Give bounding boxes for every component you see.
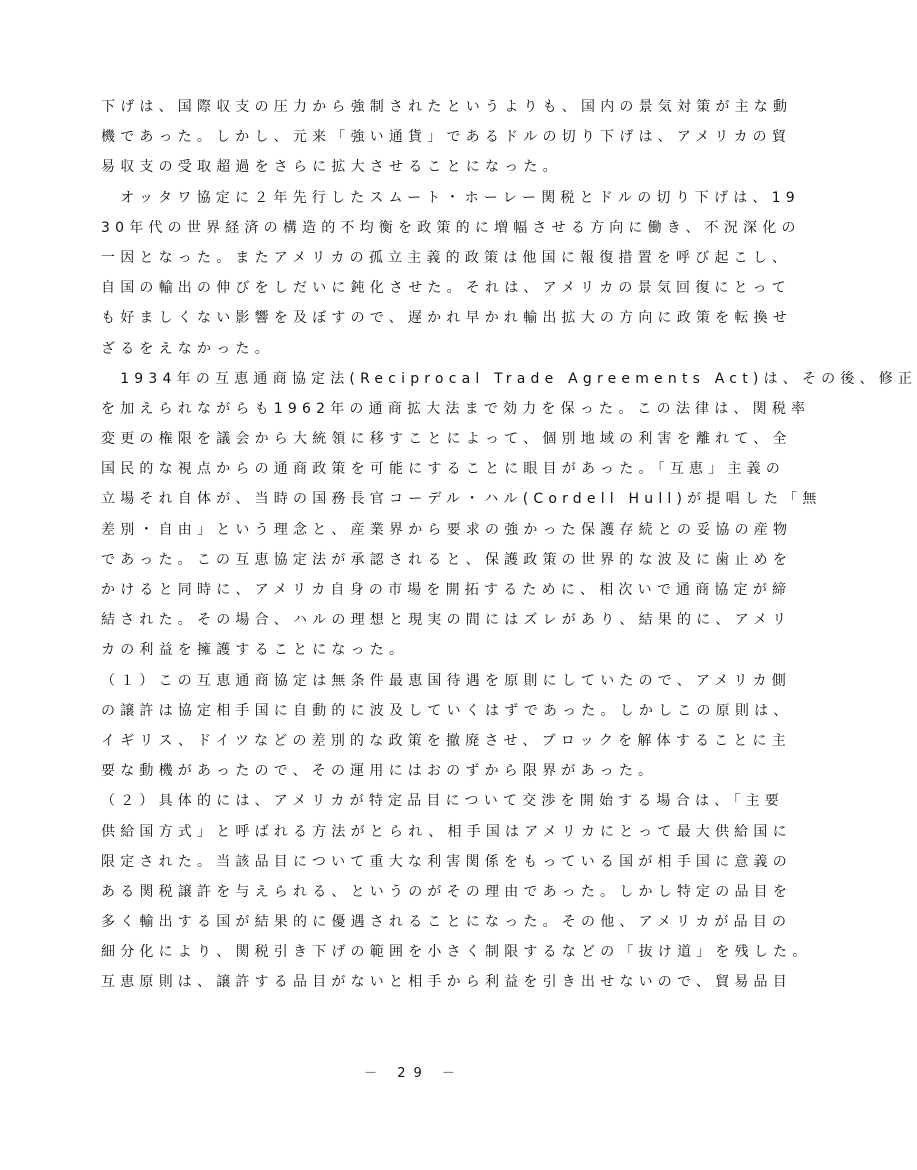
text-line: 自国の輸出の伸びをしだいに鈍化させた。それは、アメリカの景気回復にとって — [101, 280, 791, 297]
text-line: かけると同時に、アメリカ自身の市場を開拓するために、相次いで通商協定が締 — [101, 582, 792, 598]
text-line: （２）具体的には、アメリカが特定品目について交渉を開始する場合は、「主要 — [101, 793, 784, 810]
text-line: であった。この互恵協定法が承認されると、保護政策の世界的な波及に歯止めを — [101, 551, 793, 568]
text-line: オッタワ協定に２年先行したスムート・ホーレー関税とドルの切り下げは、19 — [101, 189, 800, 206]
text-line: ざるをえなかった。 — [101, 340, 274, 357]
text-line: 結された。その場合、ハルの理想と現実の間にはズレがあり、結果的に、アメリ — [101, 612, 792, 629]
text-line: 機であった。しかし、元来「強い通貨」であるドルの切り下げは、アメリカの貿 — [101, 129, 792, 146]
text-line: 要な動機があったので、その運用にはおのずから限界があった。 — [101, 763, 658, 780]
text-line: カの利益を擁護することになった。 — [101, 642, 409, 659]
text-line: 一因となった。またアメリカの孤立主義的政策は他国に報復措置を呼び起こし、 — [101, 249, 792, 266]
text-line: 多く輸出する国が結果的に優遇されることになった。その他、アメリカが品目の — [101, 914, 792, 931]
body-text — [101, 92, 917, 998]
text-line: 差別・自由」という理念と、産業界から要求の強かった保護存続との妥協の産物 — [101, 521, 793, 538]
text-line: ある関税譲許を与えられる、というのがその理由であった。しかし特定の品目を — [101, 883, 793, 900]
text-line: の譲許は協定相手国に自動的に波及していくはずであった。しかしこの原則は、 — [101, 702, 793, 719]
text-line: 30年代の世界経済の構造的不均衡を政策的に増幅させる方向に働き、不況深化の — [101, 219, 801, 236]
text-line: 限定された。当該品目について重大な利害関係をもっている国が相手国に意義の — [101, 853, 792, 870]
text-line: 下げは、国際収支の圧力から強制されたというよりも、国内の景気対策が主な動 — [101, 99, 793, 115]
text-line: 供給国方式」と呼ばれる方法がとられ、相手国はアメリカにとって最大供給国に — [101, 823, 792, 840]
text-line: イギリス、ドイツなどの差別的な政策を撤廃させ、ブロックを解体することに主 — [101, 732, 791, 749]
text-line: を加えられながらも1962年の通商拡大法まで効力を保った。この法律は、関税率 — [101, 400, 811, 417]
text-line: 互恵原則は、譲許する品目がないと相手から利益を引き出せないので、貿易品目 — [101, 974, 792, 991]
text-line: 細分化により、関税引き下げの範囲を小さく制限するなどの「抜け道」を残した。 — [101, 944, 812, 961]
text-line: 1934年の互恵通商協定法(Reciprocal Trade Agreements Act)は、その後、修正 — [101, 370, 917, 387]
text-line: 立場それ自体が、当時の国務長官コーデル・ハル(Cordell Hull)が提唱した「無 — [101, 491, 822, 508]
text-line: 変更の権限を議会から大統領に移すことによって、個別地域の利害を離れて、全 — [101, 431, 792, 448]
text-line: 易収支の受取超過をさらに拡大させることになった。 — [101, 159, 562, 176]
text-line: （１）この互恵通商協定は無条件最恵国待遇を原則にしていたので、アメリカ側 — [101, 672, 791, 689]
text-line: も好ましくない影響を及ぼすので、遅かれ早かれ輸出拡大の方向に政策を転換せ — [101, 310, 792, 327]
text-line: 国民的な視点からの通商政策を可能にすることに眼目があった。「互恵」主義の — [101, 461, 786, 478]
page-number: － 29 － — [364, 1066, 463, 1081]
